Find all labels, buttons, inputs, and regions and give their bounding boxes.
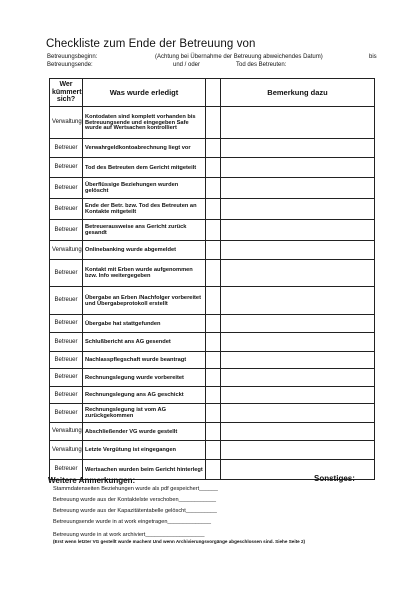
row-what: Rechnungslegung wurde vorbereitet bbox=[83, 369, 206, 387]
row-checkbox[interactable] bbox=[206, 241, 221, 260]
row-remark[interactable] bbox=[221, 315, 375, 333]
row-remark[interactable] bbox=[221, 107, 375, 139]
row-remark[interactable] bbox=[221, 220, 375, 241]
table-row bbox=[50, 107, 375, 139]
table-row bbox=[50, 241, 375, 260]
row-remark[interactable] bbox=[221, 178, 375, 199]
table-row bbox=[50, 352, 375, 369]
row-remark[interactable] bbox=[221, 423, 375, 441]
row-checkbox[interactable] bbox=[206, 404, 221, 423]
row-what: Tod des Betreuten dem Gericht mitgeteilt bbox=[83, 158, 206, 178]
row-what: Kontodaten sind komplett vorhanden bis Betreuungsende und eingegeben Safe wurde auf Wertsachen kontrolliert bbox=[83, 107, 206, 139]
footer-line-5: Betreuung wurde in at work archiviert___________________ bbox=[53, 532, 205, 538]
row-what: Abschließender VG wurde gestellt bbox=[83, 423, 206, 441]
row-checkbox[interactable] bbox=[206, 139, 221, 158]
table-row bbox=[50, 220, 375, 241]
row-what: Rechnungslegung ans AG geschickt bbox=[83, 387, 206, 404]
row-who: Betreuer bbox=[50, 158, 83, 178]
row-what: Schlußbericht ans AG gesendet bbox=[83, 333, 206, 352]
weitere-anmerkungen-heading: Weitere Anmerkungen: bbox=[48, 476, 136, 485]
header-bemerkung: Bemerkung dazu bbox=[221, 79, 375, 107]
table-header-row bbox=[50, 79, 375, 107]
row-who: Betreuer bbox=[50, 333, 83, 352]
row-what: Übergabe hat stattgefunden bbox=[83, 315, 206, 333]
row-who: Verwaltung bbox=[50, 441, 83, 460]
betreuungsbeginn-label: Betreuungsbeginn: bbox=[47, 54, 98, 60]
row-what: Verwahrgeldkontoabrechnung liegt vor bbox=[83, 139, 206, 158]
row-who: Betreuer bbox=[50, 315, 83, 333]
row-remark[interactable] bbox=[221, 404, 375, 423]
tod-des-betreuten-label: Tod des Betreuten: bbox=[236, 62, 287, 68]
footer-line-1: Stammdatenseiten Beziehungen wurde als pdf gespeichert______ bbox=[53, 486, 218, 492]
row-checkbox[interactable] bbox=[206, 387, 221, 404]
footer-line-4: Betreuungsende wurde in at work eingetragen______________ bbox=[53, 519, 211, 525]
row-checkbox[interactable] bbox=[206, 333, 221, 352]
row-checkbox[interactable] bbox=[206, 220, 221, 241]
table-row bbox=[50, 287, 375, 315]
row-remark[interactable] bbox=[221, 387, 375, 404]
row-remark[interactable] bbox=[221, 287, 375, 315]
row-who: Betreuer bbox=[50, 199, 83, 220]
header-status bbox=[206, 79, 221, 107]
checklist-table bbox=[49, 78, 375, 480]
row-remark[interactable] bbox=[221, 260, 375, 287]
table-row bbox=[50, 423, 375, 441]
row-checkbox[interactable] bbox=[206, 460, 221, 480]
row-checkbox[interactable] bbox=[206, 199, 221, 220]
footer-note: (Erst wenn letzter VG gestellt wurde machen! Und wenn Archivierungsvorgänge abgeschlossen sind. Siehe Seite 2) bbox=[53, 539, 306, 544]
row-who: Betreuer bbox=[50, 139, 83, 158]
row-checkbox[interactable] bbox=[206, 107, 221, 139]
row-remark[interactable] bbox=[221, 139, 375, 158]
row-checkbox[interactable] bbox=[206, 158, 221, 178]
row-what: Kontakt mit Erben wurde aufgenommen bzw. Info weitergegeben bbox=[83, 260, 206, 287]
row-checkbox[interactable] bbox=[206, 423, 221, 441]
row-remark[interactable] bbox=[221, 333, 375, 352]
header-was: Was wurde erledigt bbox=[83, 79, 206, 107]
und-oder-label: und / oder bbox=[173, 62, 201, 68]
betreuungsende-label: Betreuungsende: bbox=[47, 62, 93, 68]
row-what: Ende der Betr. bzw. Tod des Betreuten an Kontakte mitgeteilt bbox=[83, 199, 206, 220]
table-row bbox=[50, 315, 375, 333]
row-remark[interactable] bbox=[221, 158, 375, 178]
row-who: Betreuer bbox=[50, 260, 83, 287]
header-wer: Wer kümmert sich? bbox=[50, 79, 83, 107]
row-checkbox[interactable] bbox=[206, 369, 221, 387]
row-who: Betreuer bbox=[50, 352, 83, 369]
footer-line-3: Betreuung wurde aus der Kapazitätentabelle gelöscht__________ bbox=[53, 508, 217, 514]
row-what: Überflüssige Beziehungen wurden gelöscht bbox=[83, 178, 206, 199]
betreuungsbeginn-note: (Achtung bei Übernahme der Betreuung abweichendes Datum) bbox=[155, 54, 323, 60]
row-remark[interactable] bbox=[221, 352, 375, 369]
document-title: Checkliste zum Ende der Betreuung von bbox=[46, 38, 256, 50]
table-row bbox=[50, 387, 375, 404]
row-who: Betreuer bbox=[50, 460, 83, 480]
table-row bbox=[50, 178, 375, 199]
table-row bbox=[50, 333, 375, 352]
row-remark[interactable] bbox=[221, 241, 375, 260]
row-checkbox[interactable] bbox=[206, 287, 221, 315]
table-row bbox=[50, 260, 375, 287]
row-what: Rechnungslegung ist vom AG zurückgekommen bbox=[83, 404, 206, 423]
row-who: Betreuer bbox=[50, 287, 83, 315]
table-row bbox=[50, 404, 375, 423]
table-row bbox=[50, 369, 375, 387]
row-who: Verwaltung bbox=[50, 107, 83, 139]
row-what: Übergabe an Erben /Nachfolger vorbereitet und Übergabeprotokoll erstellt bbox=[83, 287, 206, 315]
row-who: Betreuer bbox=[50, 404, 83, 423]
row-remark[interactable] bbox=[221, 199, 375, 220]
row-what: Betreuerausweise ans Gericht zurück gesandt bbox=[83, 220, 206, 241]
row-what: Onlinebanking wurde abgemeldet bbox=[83, 241, 206, 260]
row-who: Betreuer bbox=[50, 178, 83, 199]
row-what: Nachlasspflegschaft wurde beantragt bbox=[83, 352, 206, 369]
row-checkbox[interactable] bbox=[206, 178, 221, 199]
row-remark[interactable] bbox=[221, 441, 375, 460]
table-row bbox=[50, 158, 375, 178]
betreuungsbeginn-bis: bis bbox=[369, 54, 377, 60]
table-row bbox=[50, 139, 375, 158]
row-who: Verwaltung bbox=[50, 423, 83, 441]
row-checkbox[interactable] bbox=[206, 315, 221, 333]
row-who: Betreuer bbox=[50, 220, 83, 241]
table-row bbox=[50, 199, 375, 220]
row-remark[interactable] bbox=[221, 369, 375, 387]
row-who: Betreuer bbox=[50, 369, 83, 387]
row-who: Verwaltung bbox=[50, 241, 83, 260]
row-what: Wertsachen wurden beim Gericht hinterlegt bbox=[83, 460, 206, 480]
sonstiges-heading: Sonstiges: bbox=[314, 474, 355, 483]
row-checkbox[interactable] bbox=[206, 352, 221, 369]
table-row bbox=[50, 441, 375, 460]
row-checkbox[interactable] bbox=[206, 260, 221, 287]
footer-line-2: Betreuung wurde aus der Kontaktelste verschoben____________ bbox=[53, 497, 216, 503]
row-who: Betreuer bbox=[50, 387, 83, 404]
row-what: Letzte Vergütung ist eingegangen bbox=[83, 441, 206, 460]
row-checkbox[interactable] bbox=[206, 441, 221, 460]
